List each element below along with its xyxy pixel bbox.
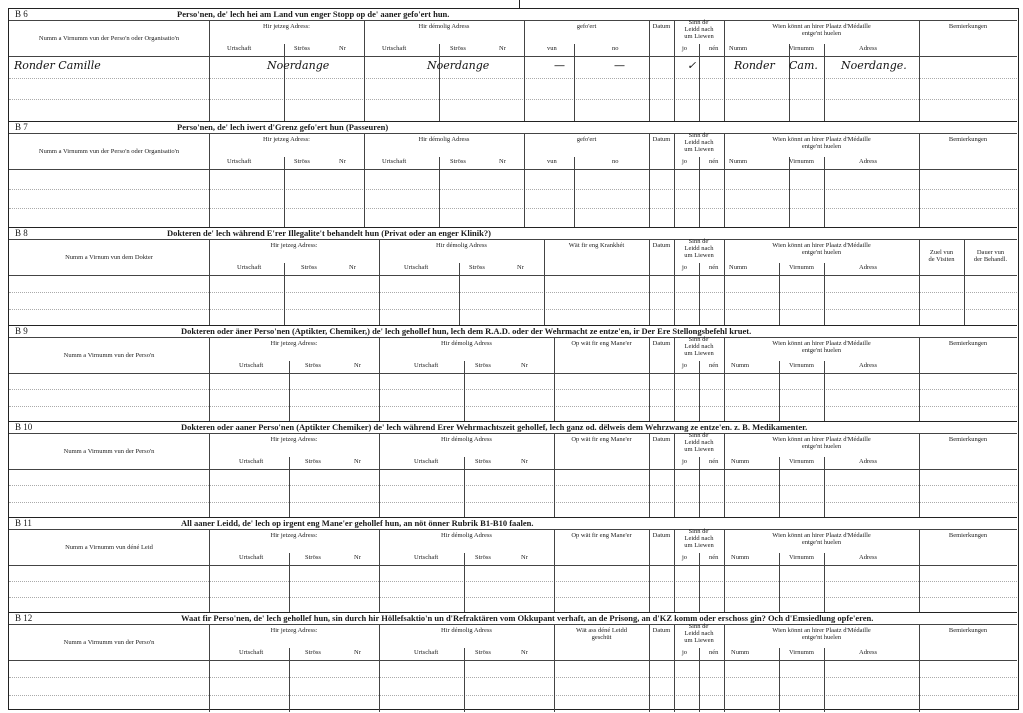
column-label: jo <box>682 554 688 561</box>
column-label: nén <box>709 45 719 52</box>
column-divider <box>649 239 650 326</box>
column-divider <box>379 433 380 518</box>
name-header: Numm a Virnumm vun der Perso'n oder Organisatio'n <box>38 35 180 42</box>
column-divider <box>209 337 210 422</box>
transported-header: gefo'ert <box>576 136 597 143</box>
column-label: Nr <box>339 45 346 52</box>
manner-header: Op wät fir eng Mane'er <box>571 532 632 539</box>
column-label: Urtschaft <box>404 264 429 271</box>
column-divider <box>824 457 825 518</box>
column-label: Ströss <box>305 458 321 465</box>
current-address-header: Hir jetzeg Adress: <box>270 627 318 634</box>
column-divider <box>364 20 365 121</box>
column-label: jo <box>682 158 688 165</box>
current-address-header: Hir jetzeg Adress: <box>263 136 310 143</box>
remarks-header: Bemierkungen <box>948 532 988 539</box>
name-header: Numm a Virnumm vun der Perso'n <box>63 448 155 455</box>
column-divider <box>209 529 210 613</box>
column-label: Nr <box>521 649 528 656</box>
handwritten-from: — <box>554 59 565 72</box>
medal-header: Wien könnt an hirer Plaatz d'Médaille entge'nt huelen <box>772 23 871 38</box>
handwritten-name: Ronder Camille <box>14 59 101 72</box>
column-divider <box>699 263 700 326</box>
alive-header: Sinn de' Leidd nach um Liewen <box>684 528 714 550</box>
manner-header: Op wät fir eng Mane'er <box>571 340 632 347</box>
column-label: nén <box>709 362 719 369</box>
column-divider <box>574 44 575 121</box>
section-title: All aaner Leidd, de' lech op irgent eng Mane'er gehollef hun, an nöt önner Rubrik B1-B10 faalen. <box>181 518 534 528</box>
remarks-header: Bemierkungen <box>948 23 988 30</box>
current-address-header: Hir jetzeg Adress: <box>263 23 310 30</box>
remarks-header: Bemierkungen <box>948 136 988 143</box>
row-divider <box>9 169 1017 170</box>
column-divider <box>439 44 440 121</box>
dotted-rule <box>9 502 1017 503</box>
alive-header: Sinn de' Leidd nach um Liewen <box>684 336 714 358</box>
column-divider <box>464 361 465 422</box>
column-divider <box>824 44 825 121</box>
column-label: nén <box>709 458 719 465</box>
column-divider <box>459 263 460 326</box>
old-address-header: Hir démolig Adress <box>436 242 487 249</box>
medal-header: Wien könnt an hirer Plaatz d'Médaille entge'nt huelen <box>772 242 871 257</box>
column-label: jo <box>682 649 688 656</box>
medal-header: Wien könnt an hirer Plaatz d'Médaille entge'nt huelen <box>772 340 871 355</box>
column-label: nén <box>709 649 719 656</box>
manner-header: Op wät fir eng Mane'er <box>571 436 632 443</box>
column-label: Nr <box>521 554 528 561</box>
column-label: jo <box>682 362 688 369</box>
column-divider <box>289 457 290 518</box>
column-label: jo <box>682 45 688 52</box>
row-divider <box>9 624 1017 625</box>
column-label: Urtschaft <box>237 264 262 271</box>
section-b7 <box>9 121 1017 227</box>
column-divider <box>464 553 465 613</box>
column-label: jo <box>682 264 688 271</box>
dotted-rule <box>9 208 1017 209</box>
column-divider <box>284 157 285 228</box>
handwritten-current-town: Noerdange <box>267 59 330 72</box>
section-b8 <box>9 227 1017 325</box>
remarks-header: Bemierkungen <box>948 627 988 634</box>
column-label: Urtschaft <box>227 45 252 52</box>
column-divider <box>209 133 210 228</box>
column-label: Ströss <box>475 458 491 465</box>
column-label: Ströss <box>305 362 321 369</box>
row-divider <box>9 433 1017 434</box>
form-frame <box>8 8 1019 710</box>
column-label: Nr <box>354 554 361 561</box>
section-id: B 12 <box>15 613 33 623</box>
column-label: Nr <box>339 158 346 165</box>
dotted-rule <box>9 389 1017 390</box>
column-divider <box>699 457 700 518</box>
row-divider <box>9 133 1017 134</box>
column-divider <box>289 648 290 712</box>
column-divider <box>544 239 545 326</box>
section-title: Dokteren de' lech während E'rer Illegalite't behandelt hun (Privat oder an enger Klinik?) <box>167 228 491 238</box>
column-label: no <box>612 158 619 165</box>
alive-header: Sinn de' Leidd nach um Liewen <box>684 19 714 41</box>
column-divider <box>649 20 650 121</box>
current-address-header: Hir jetzeg Adress: <box>270 340 318 347</box>
row-divider <box>9 373 1017 374</box>
column-divider <box>779 648 780 712</box>
alive-header: Sinn de' Leidd nach um Liewen <box>684 132 714 154</box>
section-b12 <box>9 612 1017 711</box>
column-label: Nr <box>499 158 506 165</box>
column-divider <box>284 263 285 326</box>
row-divider <box>9 660 1017 661</box>
date-header: Datum <box>652 340 671 347</box>
column-label: Urtschaft <box>239 362 264 369</box>
column-label: nén <box>709 264 719 271</box>
column-label: Urtschaft <box>414 649 439 656</box>
duration-header: Dauer vun der Behandl. <box>973 249 1008 264</box>
column-label: Nr <box>521 362 528 369</box>
dotted-rule <box>9 485 1017 486</box>
column-divider <box>364 133 365 228</box>
column-label: Virnumm <box>789 649 814 656</box>
column-label: Ströss <box>450 158 466 165</box>
column-divider <box>209 433 210 518</box>
section-title: Perso'nen, de' lech hei am Land vun enger Stopp op de' aaner gefo'ert hun. <box>177 9 450 19</box>
dotted-rule <box>9 581 1017 582</box>
date-header: Datum <box>652 136 671 143</box>
column-label: Ströss <box>294 45 310 52</box>
medal-header: Wien könnt an hirer Plaatz d'Médaille entge'nt huelen <box>772 436 871 451</box>
column-divider <box>779 457 780 518</box>
date-header: Datum <box>652 436 671 443</box>
row-divider <box>9 56 1017 57</box>
column-divider <box>699 361 700 422</box>
column-label: Virnumm <box>789 554 814 561</box>
column-divider <box>824 263 825 326</box>
column-divider <box>649 433 650 518</box>
column-divider <box>789 157 790 228</box>
column-label: Urtschaft <box>382 45 407 52</box>
column-divider <box>209 239 210 326</box>
old-address-header: Hir démolig Adress <box>418 136 470 143</box>
handwritten-medal-address: Noerdange. <box>841 59 907 72</box>
row-divider <box>9 275 1017 276</box>
column-label: Urtschaft <box>239 649 264 656</box>
column-divider <box>289 553 290 613</box>
column-divider <box>554 529 555 613</box>
column-divider <box>524 133 525 228</box>
column-divider <box>379 529 380 613</box>
column-label: Virnumm <box>789 458 814 465</box>
column-label: Adress <box>859 264 878 271</box>
column-divider <box>919 433 920 518</box>
transported-header: gefo'ert <box>576 23 597 30</box>
column-label: Ströss <box>450 45 466 52</box>
column-label: Numm <box>729 158 748 165</box>
section-id: B 8 <box>15 228 28 238</box>
column-label: Nr <box>354 362 361 369</box>
column-label: Nr <box>521 458 528 465</box>
medal-header: Wien könnt an hirer Plaatz d'Médaille entge'nt huelen <box>772 136 871 151</box>
date-header: Datum <box>652 23 671 30</box>
handwritten-medal-name: Ronder <box>734 59 775 72</box>
name-header: Numm a Virnumm vun der Perso'n <box>63 352 155 359</box>
old-address-header: Hir démolig Adress <box>441 436 492 443</box>
column-divider <box>919 20 920 121</box>
name-header: Numm a Virnumm vun der Perso'n <box>63 639 155 646</box>
column-divider <box>779 263 780 326</box>
column-label: Numm <box>729 264 748 271</box>
column-label: Ströss <box>301 264 317 271</box>
section-id: B 7 <box>15 122 28 132</box>
column-divider <box>699 648 700 712</box>
column-divider <box>554 337 555 422</box>
current-address-header: Hir jetzeg Adress: <box>270 436 318 443</box>
section-title: Dokteren oder aaner Perso'nen (Aptikter Chemiker) de' lech während Erer Wehrmachtszeit gehollef, lech ganz od. dëlweis dem Wehrzwang ze entze'en. z. B. Medikamenter. <box>181 422 808 432</box>
column-label: Numm <box>729 45 748 52</box>
medal-header: Wien könnt an hirer Plaatz d'Médaille entge'nt huelen <box>772 627 871 642</box>
section-b11 <box>9 517 1017 612</box>
column-label: Ströss <box>475 649 491 656</box>
column-divider <box>824 157 825 228</box>
column-label: vun <box>547 158 557 165</box>
column-divider <box>699 157 700 228</box>
row-divider <box>9 469 1017 470</box>
remarks-header: Bemierkungen <box>948 436 988 443</box>
column-label: Ströss <box>475 362 491 369</box>
column-label: Urtschaft <box>239 554 264 561</box>
handwritten-alive-check: ✓ <box>687 59 697 72</box>
old-address-header: Hir démolig Adress <box>441 340 492 347</box>
column-label: Nr <box>354 458 361 465</box>
handwritten-to: — <box>614 59 625 72</box>
column-label: Ströss <box>475 554 491 561</box>
column-label: Ströss <box>469 264 485 271</box>
section-id: B 10 <box>15 422 33 432</box>
dotted-rule <box>9 189 1017 190</box>
column-label: Virnumm <box>789 45 814 52</box>
row-divider <box>9 529 1017 530</box>
column-divider <box>779 361 780 422</box>
column-label: Virnumm <box>789 158 814 165</box>
row-divider <box>9 337 1017 338</box>
visits-header: Zuel vun de Visiten <box>928 249 955 264</box>
column-divider <box>554 433 555 518</box>
column-label: nén <box>709 554 719 561</box>
column-label: jo <box>682 458 688 465</box>
column-label: Ströss <box>294 158 310 165</box>
old-address-header: Hir démolig Adress <box>418 23 470 30</box>
column-label: nén <box>709 158 719 165</box>
column-label: Adress <box>859 649 878 656</box>
column-divider <box>919 624 920 712</box>
column-label: Numm <box>731 649 750 656</box>
column-label: Urtschaft <box>239 458 264 465</box>
column-label: Adress <box>859 458 878 465</box>
column-divider <box>824 553 825 613</box>
column-divider <box>649 624 650 712</box>
section-title: Dokteren oder äner Perso'nen (Aptikter, Chemiker,) de' lech gehollef hun, lech dem R.A.D. oder der Wehrmacht ze entze'en, ir Der Ere Stellongsbefehl kruet. <box>181 326 752 336</box>
row-divider <box>9 20 1017 21</box>
dotted-rule <box>9 292 1017 293</box>
section-b10 <box>9 421 1017 517</box>
row-divider <box>9 565 1017 566</box>
column-label: Urtschaft <box>414 362 439 369</box>
column-label: Numm <box>731 458 750 465</box>
column-divider <box>379 624 380 712</box>
column-divider <box>649 529 650 613</box>
column-label: Virnumm <box>789 362 814 369</box>
column-divider <box>649 133 650 228</box>
column-label: Adress <box>859 45 878 52</box>
column-divider <box>439 157 440 228</box>
current-address-header: Hir jetzeg Adress: <box>270 532 318 539</box>
column-label: Nr <box>349 264 356 271</box>
section-b9 <box>9 325 1017 421</box>
column-divider <box>209 624 210 712</box>
name-header: Numm a Virnumm vun der Perso'n oder Organisatio'n <box>38 148 180 155</box>
column-divider <box>824 648 825 712</box>
section-b6 <box>9 9 1017 121</box>
column-label: Virnumm <box>789 264 814 271</box>
name-header: Numm a Virnum vun dem Dokter <box>65 254 153 261</box>
section-id: B 6 <box>15 9 28 19</box>
column-label: vun <box>547 45 557 52</box>
column-label: Adress <box>859 554 878 561</box>
section-id: B 9 <box>15 326 28 336</box>
column-label: no <box>612 45 619 52</box>
column-divider <box>919 337 920 422</box>
column-label: Adress <box>859 158 878 165</box>
section-title: Perso'nen, de' lech iwert d'Grenz gefo'ert hun (Passeuren) <box>177 122 389 132</box>
date-header: Datum <box>652 242 671 249</box>
dotted-rule <box>9 406 1017 407</box>
column-label: Urtschaft <box>414 458 439 465</box>
column-divider <box>824 361 825 422</box>
current-address-header: Hir jetzeg Adress: <box>270 242 318 249</box>
column-divider <box>289 361 290 422</box>
dotted-rule <box>9 78 1017 79</box>
column-divider <box>379 239 380 326</box>
dotted-rule <box>9 695 1017 696</box>
dotted-rule <box>9 99 1017 100</box>
old-address-header: Hir démolig Adress <box>441 627 492 634</box>
column-label: Adress <box>859 362 878 369</box>
handwritten-old-town: Noerdange <box>427 59 490 72</box>
handwritten-medal-firstname: Cam. <box>789 59 818 72</box>
illness-header: Wät fir eng Krankhét <box>568 242 625 249</box>
column-divider <box>464 457 465 518</box>
column-label: Urtschaft <box>382 158 407 165</box>
column-divider <box>699 44 700 121</box>
column-label: Ströss <box>305 554 321 561</box>
section-id: B 11 <box>15 518 32 528</box>
manner-header: Wät ass déné Leidd geschüt <box>575 627 628 642</box>
column-divider <box>209 20 210 121</box>
alive-header: Sinn de' Leidd nach um Liewen <box>684 623 714 645</box>
column-label: Numm <box>731 554 750 561</box>
column-divider <box>284 44 285 121</box>
column-divider <box>574 157 575 228</box>
column-label: Ströss <box>305 649 321 656</box>
date-header: Datum <box>652 532 671 539</box>
column-label: Urtschaft <box>227 158 252 165</box>
remarks-header: Bemierkungen <box>948 340 988 347</box>
column-label: Urtschaft <box>414 554 439 561</box>
column-divider <box>779 553 780 613</box>
dotted-rule <box>9 309 1017 310</box>
alive-header: Sinn de' Leidd nach um Liewen <box>684 432 714 454</box>
column-label: Nr <box>499 45 506 52</box>
column-divider <box>919 529 920 613</box>
medal-header: Wien könnt an hirer Plaatz d'Médaille entge'nt huelen <box>772 532 871 547</box>
column-divider <box>789 44 790 121</box>
column-label: Nr <box>354 649 361 656</box>
column-divider <box>919 133 920 228</box>
column-divider <box>699 553 700 613</box>
column-label: Numm <box>731 362 750 369</box>
column-label: Nr <box>517 264 524 271</box>
row-divider <box>9 239 1017 240</box>
dotted-rule <box>9 597 1017 598</box>
dotted-rule <box>9 677 1017 678</box>
alive-header: Sinn de' Leidd nach um Liewen <box>684 238 714 260</box>
column-divider <box>464 648 465 712</box>
column-divider <box>379 337 380 422</box>
date-header: Datum <box>652 627 671 634</box>
old-address-header: Hir démolig Adress <box>441 532 492 539</box>
section-title: Waat fir Perso'nen, de' lech gehollef hun, sin durch hir Höllefsaktio'n un d'Refraktären vom Okkupant verhaft, an de Prisong, an d'KZ komm oder erschoss gin? Och d'Emsiedlung opfe'eren. <box>181 613 874 623</box>
top-tick <box>519 0 520 8</box>
column-divider <box>649 337 650 422</box>
column-divider <box>524 20 525 121</box>
name-header: Numm a Virnumm vun déné Leid <box>65 544 153 551</box>
